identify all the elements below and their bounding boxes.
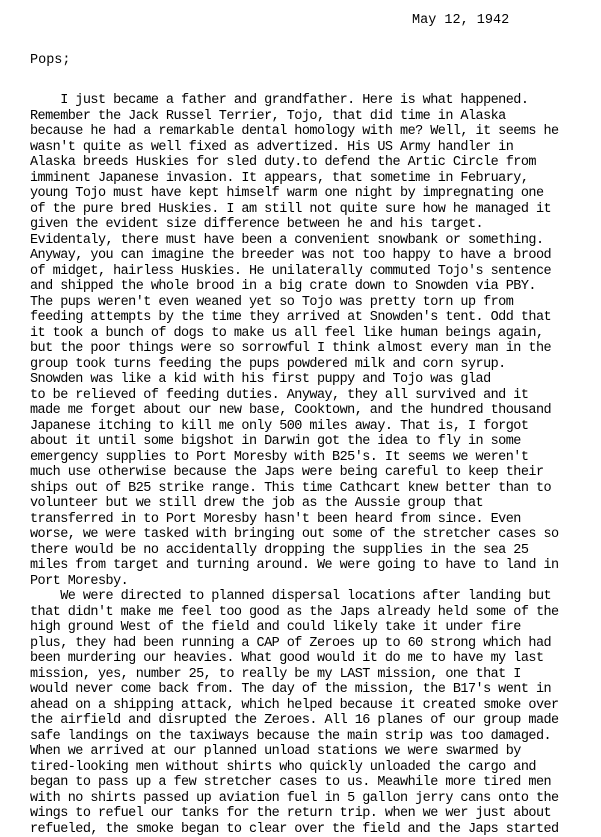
body-line: to be relieved of feeding duties. Anyway, they all survived and it — [30, 388, 596, 404]
body-line: there would be no accidentally dropping the supplies in the sea 25 — [30, 543, 596, 559]
body-line: of midget, hairless Huskies. He unilaterally commuted Tojo's sentence — [30, 264, 596, 280]
body-line: group took turns feeding the pups powdered milk and corn syrup. — [30, 357, 596, 373]
body-line: with no shirts passed up aviation fuel in 5 gallon jerry cans onto the — [30, 791, 596, 807]
body-line: Snowden was like a kid with his first puppy and Tojo was glad — [30, 372, 596, 388]
body-line: feeding attempts by the time they arrived at Snowden's tent. Odd that — [30, 310, 596, 326]
body-line: and shipped the whole brood in a big crate down to Snowden via PBY. — [30, 279, 596, 295]
body-line: high ground West of the field and could likely take it under fire — [30, 620, 596, 636]
body-line: Anyway, you can imagine the breeder was not too happy to have a brood — [30, 248, 596, 264]
letter-date: May 12, 1942 — [412, 12, 509, 29]
salutation: Pops; — [30, 52, 71, 69]
body-line: mission, yes, number 25, to really be my LAST mission, one that I — [30, 667, 596, 683]
body-line: volunteer but we still drew the job as the Aussie group that — [30, 496, 596, 512]
body-line: emergency supplies to Port Moresby with B25's. It seems we weren't — [30, 450, 596, 466]
body-line: We were directed to planned dispersal locations after landing but — [30, 589, 596, 605]
body-line: I just became a father and grandfather. Here is what happened. — [30, 93, 596, 109]
body-line: wings to refuel our tanks for the return trip. when we wer just about — [30, 806, 596, 822]
body-line: refueled, the smoke began to clear over the field and the Japs started — [30, 822, 596, 837]
body-line: Port Moresby. — [30, 574, 596, 590]
body-line: miles from target and turning around. We were going to have to land in — [30, 558, 596, 574]
body-line: Remember the Jack Russel Terrier, Tojo, that did time in Alaska — [30, 109, 596, 125]
body-line: imminent Japanese invasion. It appears, that sometime in February, — [30, 171, 596, 187]
body-line: the airfield and disrupted the Zeroes. All 16 planes of our group made — [30, 713, 596, 729]
body-line: would never come back from. The day of the mission, the B17's went in — [30, 682, 596, 698]
body-line: it took a bunch of dogs to make us all feel like human beings again, — [30, 326, 596, 342]
letter-body — [30, 93, 596, 837]
body-line: but the poor things were so sorrowful I think almost every man in the — [30, 341, 596, 357]
body-line: made me forget about our new base, Cooktown, and the hundred thousand — [30, 403, 596, 419]
body-line: began to pass up a few stretcher cases to us. Meawhile more tired men — [30, 775, 596, 791]
body-line: ships out of B25 strike range. This time Cathcart knew better than to — [30, 481, 596, 497]
body-line: been murdering our heavies. What good would it do me to have my last — [30, 651, 596, 667]
body-line: worse, we were tasked with bringing out some of the stretcher cases so — [30, 527, 596, 543]
body-line: The pups weren't even weaned yet so Tojo was pretty torn up from — [30, 295, 596, 311]
body-line: ahead on a shipping attack, which helped because it created smoke over — [30, 698, 596, 714]
body-line: young Tojo must have kept himself warm one night by impregnating one — [30, 186, 596, 202]
body-line: of the pure bred Huskies. I am still not quite sure how he managed it — [30, 202, 596, 218]
body-line: that didn't make me feel too good as the Japs already held some of the — [30, 605, 596, 621]
body-line: safe landings on the taxiways because the main strip was too damaged. — [30, 729, 596, 745]
body-line: Alaska breeds Huskies for sled duty.to defend the Artic Circle from — [30, 155, 596, 171]
body-line: Evidentaly, there must have been a convenient snowbank or something. — [30, 233, 596, 249]
body-line: transferred in to Port Moresby hasn't been heard from since. Even — [30, 512, 596, 528]
body-line: When we arrived at our planned unload stations we were swarmed by — [30, 744, 596, 760]
body-line: wasn't quite as well fixed as advertized. His US Army handler in — [30, 140, 596, 156]
body-line: about it until some bigshot in Darwin got the idea to fly in some — [30, 434, 596, 450]
body-line: because he had a remarkable dental homology with me? Well, it seems he — [30, 124, 596, 140]
body-line: tired-looking men without shirts who quickly unloaded the cargo and — [30, 760, 596, 776]
body-line: plus, they had been running a CAP of Zeroes up to 60 strong which had — [30, 636, 596, 652]
body-line: Japanese itching to kill me only 500 miles away. That is, I forgot — [30, 419, 596, 435]
body-line: much use otherwise because the Japs were being careful to keep their — [30, 465, 596, 481]
body-line: given the evident size difference between he and his target. — [30, 217, 596, 233]
